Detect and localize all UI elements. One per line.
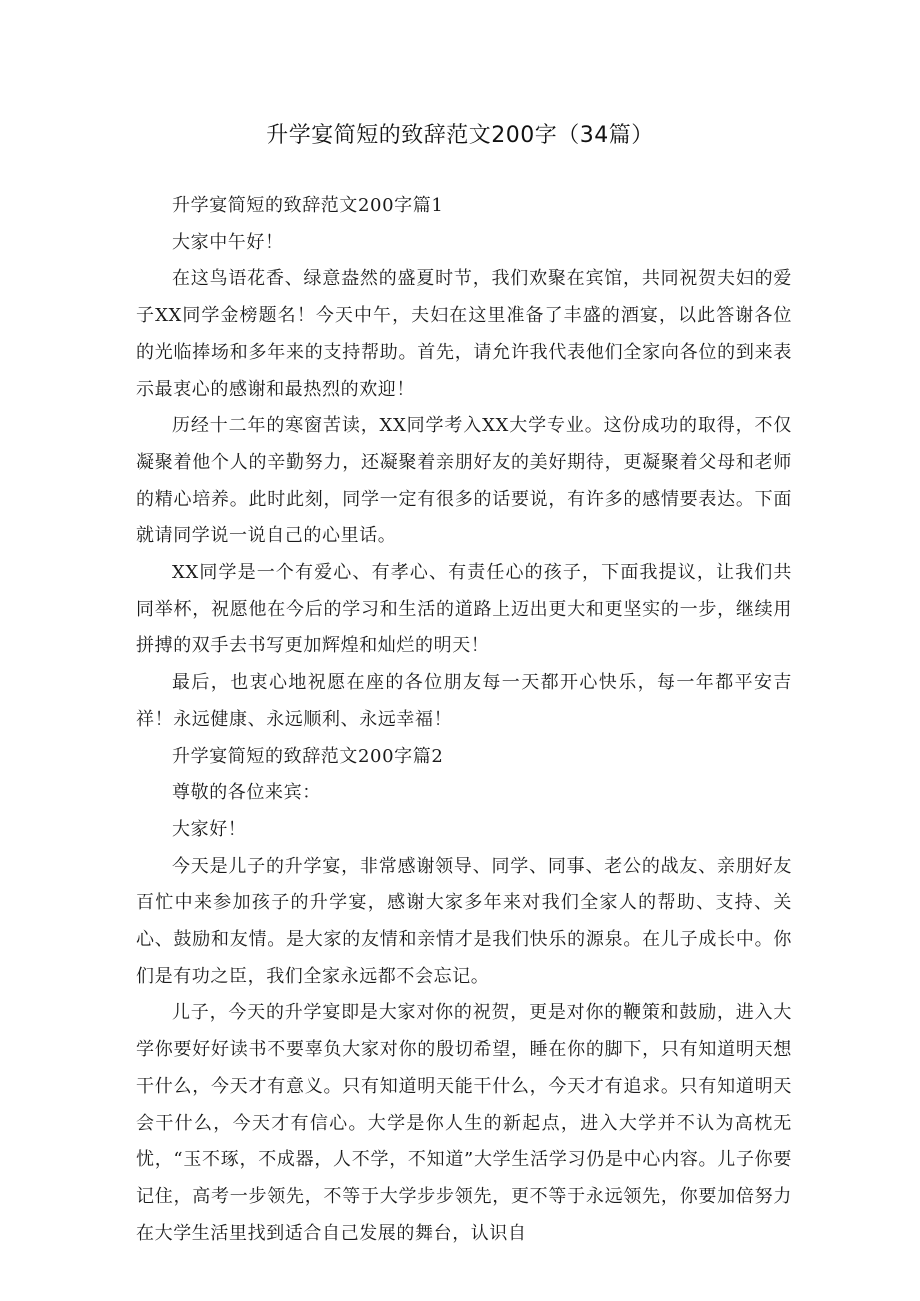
paragraph: 历经十二年的寒窗苦读，XX同学考入XX大学专业。这份成功的取得，不仅凝聚着他个人的辛勤努力，还凝聚着亲朋好友的美好期待，更凝聚着父母和老师的精心培养。此时此刻，同学一定有很多的话要说，有许多的感情要表达。下面就请同学说一说自己的心里话。 (136, 415, 792, 547)
document-title: 升学宴简短的致辞范文200字（34篇） (266, 123, 654, 148)
paragraph: XX同学是一个有爱心、有孝心、有责任心的孩子，下面我提议，让我们共同举杯，祝愿他在今后的学习和生活的道路上迈出更大和更坚实的一步，继续用拼搏的双手去书写更加辉煌和灿烂的明天！ (136, 562, 792, 657)
paragraph: 今天是儿子的升学宴，非常感谢领导、同学、同事、老公的战友、亲朋好友百忙中来参加孩子的升学宴，感谢大家多年来对我们全家人的帮助、支持、关心、鼓励和友情。是大家的友情和亲情才是我们快乐的源泉。在儿子成长中。你们是有功之臣，我们全家永远都不会忘记。 (136, 855, 792, 987)
paragraph: 儿子，今天的升学宴即是大家对你的祝贺，更是对你的鞭策和鼓励，进入大学你要好好读书不要辜负大家对你的殷切希望，睡在你的脚下，只有知道明天想干什么，今天才有意义。只有知道明天能干什么，今天才有追求。只有知道明天会干什么，今天才有信心。大学是你人生的新起点，进入大学并不认为高枕无忧，“玉不琢，不成器，人不学，不知道”大学生活学习仍是中心内容。儿子你要记住，高考一步领先，不等于大学步步领先，更不等于永远领先，你要加倍努力在大学生活里找到适合自己发展的舞台，认识自 (136, 1002, 792, 1244)
section-heading: 升学宴简短的致辞范文200字篇1 (172, 195, 444, 216)
paragraph: 最后，也衷心地祝愿在座的各位朋友每一天都开心快乐，每一年都平安吉祥！永远健康、永远顺利、永远幸福！ (136, 672, 792, 730)
section-heading: 升学宴简短的致辞范文200字篇2 (172, 745, 444, 767)
document-body (136, 188, 792, 1252)
greeting: 大家中午好！ (172, 231, 284, 253)
salutation: 尊敬的各位来宾： (172, 782, 321, 804)
paragraph: 在这鸟语花香、绿意盎然的盛夏时节，我们欢聚在宾馆，共同祝贺夫妇的爱子XX同学金榜题名！今天中午，夫妇在这里准备了丰盛的酒宴，以此答谢各位的光临捧场和多年来的支持帮助。首先，请允许我代表他们全家向各位的到来表示最衷心的感谢和最热烈的欢迎！ (136, 268, 792, 400)
greeting: 大家好！ (172, 818, 247, 840)
